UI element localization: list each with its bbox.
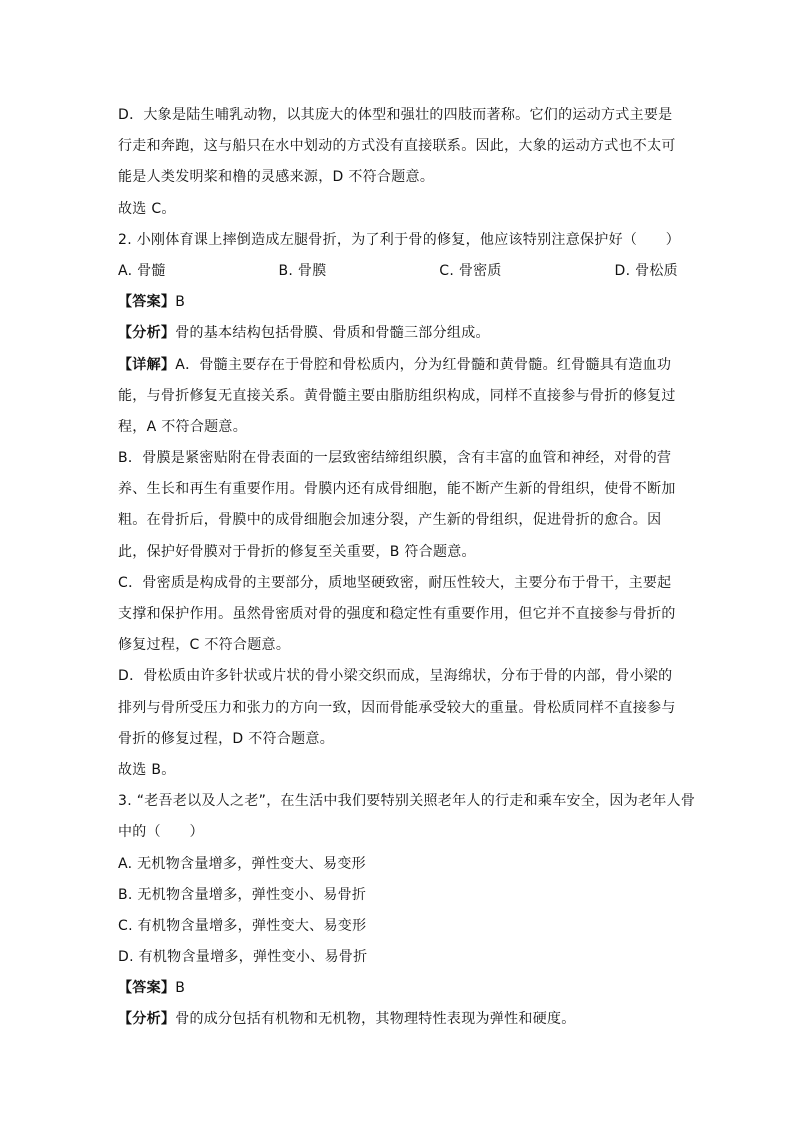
answer-value: B	[175, 980, 186, 997]
answer-tag: 【答案】	[118, 294, 176, 311]
q2-conclusion: 故选 B。	[118, 761, 176, 778]
q2-options	[118, 256, 678, 287]
q2-detail-line: 修复过程，C 不符合题意。	[118, 637, 291, 654]
q3-option-c: C. 有机物含量增多，弹性变大、易变形	[118, 917, 367, 934]
q2-option-a: A. 骨髓	[118, 262, 166, 279]
q2-detail-line: 粗。在骨折后，骨膜中的成骨细胞会加速分裂，产生新的骨组织，促进骨折的愈合。因	[118, 512, 662, 529]
analysis-tag: 【分析】	[118, 1011, 176, 1028]
q2-option-c: C. 骨密质	[439, 262, 502, 279]
q2-detail-line: B．骨膜是紧密贴附在骨表面的一层致密结缔组织膜，含有丰富的血管和神经，对骨的营	[118, 450, 672, 467]
q2-option-d: D. 骨松质	[614, 262, 678, 279]
q2-option-b: B. 骨膜	[278, 262, 327, 279]
analysis-text: 骨的基本结构包括骨膜、骨质和骨髓三部分组成。	[175, 325, 490, 342]
document-page	[118, 100, 696, 1036]
q2-detail-line: D．骨松质由许多针状或片状的骨小梁交织而成，呈海绵状，分布于骨的内部，骨小梁的	[118, 668, 673, 685]
q2-detail-line: 能，与骨折修复无直接关系。黄骨髓主要由脂肪组织构成，同样不直接参与骨折的修复过	[118, 387, 676, 404]
analysis-text: 骨的成分包括有机物和无机物，其物理特性表现为弹性和硬度。	[175, 1011, 576, 1028]
q3-answer	[118, 973, 678, 1004]
q2-detail-line: 排列与骨所受压力和张力的方向一致，因而骨能承受较大的重量。骨松质同样不直接参与	[118, 699, 676, 716]
q2-detail-line: 支撑和保护作用。虽然骨密质对骨的强度和稳定性有重要作用，但它并不直接参与骨折的	[118, 606, 676, 622]
q3-option-b: B. 无机物含量增多，弹性变小、易骨折	[118, 886, 367, 903]
q2-answer	[118, 287, 678, 318]
q2-detail-line: 此，保护好骨膜对于骨折的修复至关重要，B 符合题意。	[118, 543, 476, 560]
q2-detail-line: 骨折的修复过程，D 不符合题意。	[118, 730, 335, 747]
q1-option-d-analysis-line: 能是人类发明桨和橹的灵感来源，D 不符合题意。	[118, 169, 435, 186]
q3-option-a: A. 无机物含量增多，弹性变大、易变形	[118, 855, 366, 872]
q1-option-d-analysis-line: D．大象是陆生哺乳动物，以其庞大的体型和强壮的四肢而著称。它们的运动方式主要是	[118, 107, 673, 123]
q1-conclusion: 故选 C。	[118, 200, 176, 217]
q2-stem: 2. 小刚体育课上摔倒造成左腿骨折，为了利于骨的修复，他应该特别注意保护好（ ）	[118, 231, 681, 248]
answer-value: B	[175, 294, 186, 311]
detail-text: A．骨髓主要存在于骨腔和骨松质内，分为红骨髓和黄骨髓。红骨髓具有造血功	[175, 356, 672, 373]
q2-detail-line: 程，A 不符合题意。	[118, 418, 248, 435]
q2-analysis	[118, 318, 678, 349]
q3-stem-line: 3. “老吾老以及人之老”，在生活中我们要特别关照老年人的行走和乘车安全，因为老年人骨	[118, 793, 696, 810]
q2-detail	[118, 350, 678, 381]
q3-stem-line: 中的（ ）	[118, 824, 204, 841]
detail-tag: 【详解】	[118, 356, 176, 373]
q1-option-d-analysis-line: 行走和奔跑，这与船只在水中划动的方式没有直接联系。因此，大象的运动方式也不太可	[118, 138, 676, 155]
q3-analysis	[118, 1004, 678, 1035]
q2-detail-line: 养、生长和再生有重要作用。骨膜内还有成骨细胞，能不断产生新的骨组织，使骨不断加	[118, 481, 676, 498]
answer-tag: 【答案】	[118, 980, 176, 997]
q3-option-d: D. 有机物含量增多，弹性变小、易骨折	[118, 949, 368, 966]
analysis-tag: 【分析】	[118, 325, 176, 342]
q2-detail-line: C．骨密质是构成骨的主要部分，质地坚硬致密，耐压性较大，主要分布于骨干，主要起	[118, 574, 672, 591]
